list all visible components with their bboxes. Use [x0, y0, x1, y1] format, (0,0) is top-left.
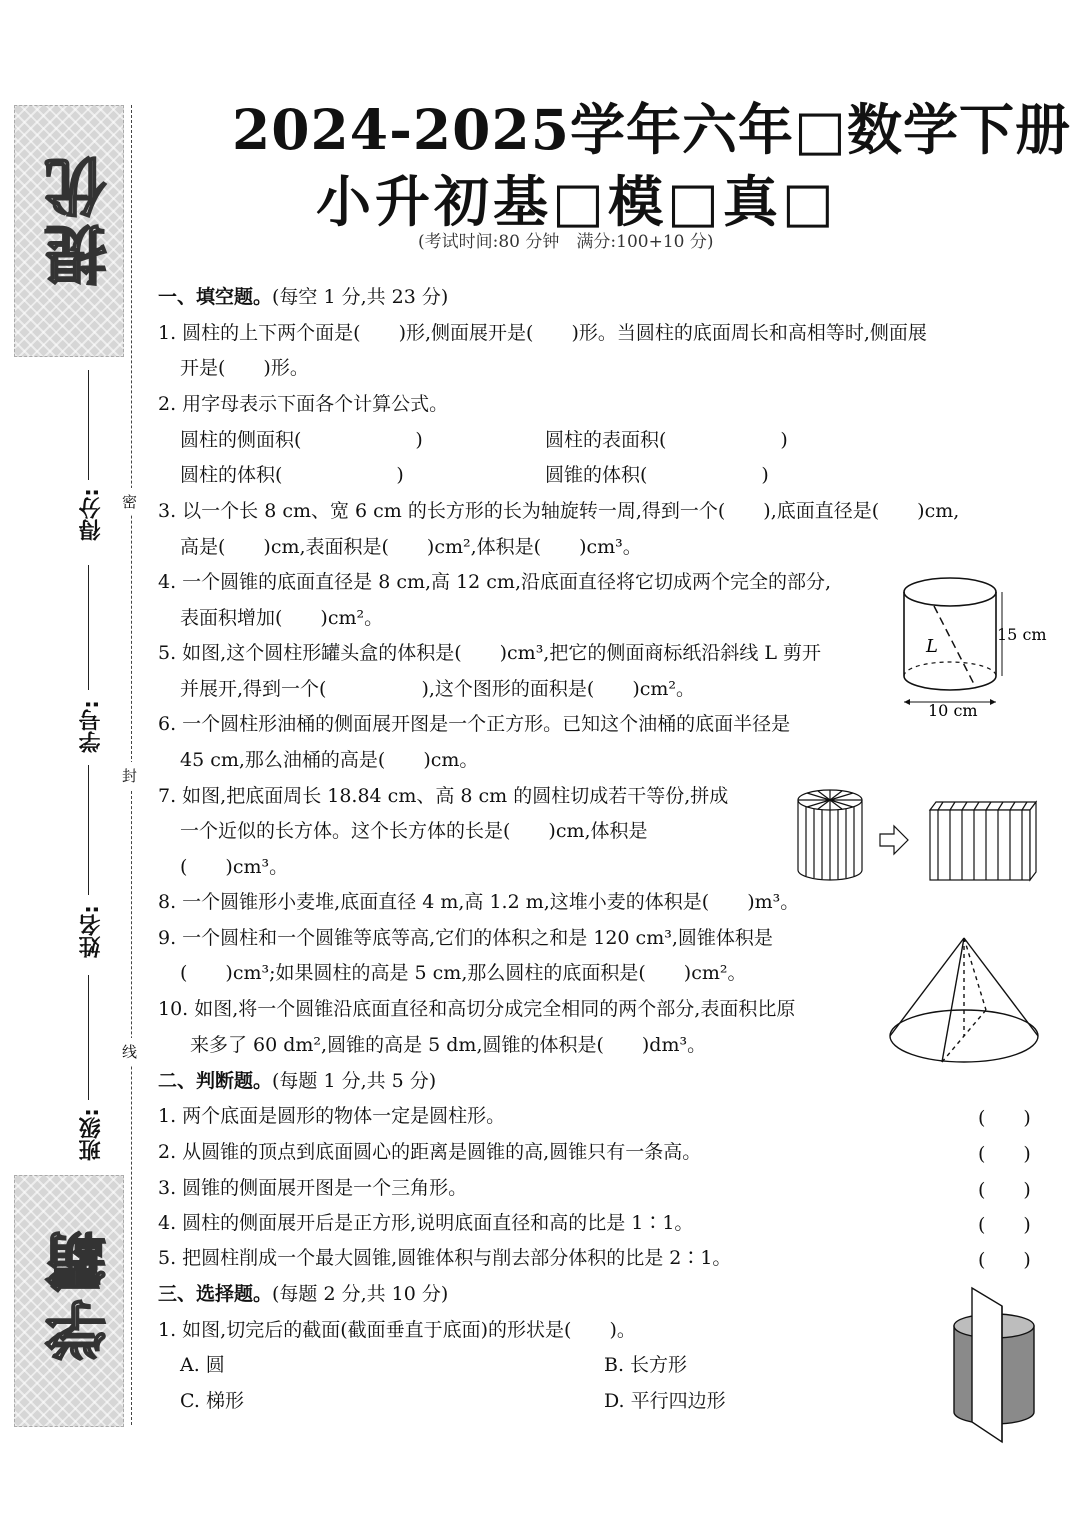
name-field-label: 姓名: [79, 905, 104, 958]
q6-line2: 45 cm,那么油桶的高是( )cm。 [180, 749, 479, 771]
section2-title: 二、判断题。 [158, 1070, 273, 1092]
q4-line1: 4. 一个圆锥的底面直径是 8 cm,高 12 cm,沿底面直径将它切成两个完全的部分, [158, 571, 832, 593]
student-id-field-label: 学号: [79, 700, 104, 753]
option-d[interactable]: D. 平行四边形 [604, 1390, 726, 1412]
q2-formula-cone-volume: 圆锥的体积( ) [545, 464, 769, 486]
q3-line1: 3. 以一个长 8 cm、宽 6 cm 的长方形的长为轴旋转一周,得到一个( ),底面直径是( )cm, [158, 500, 960, 522]
seal-char-xian: 线 [122, 1038, 137, 1065]
judge-item-3: 3. 圆锥的侧面展开图是一个三角形。 [158, 1177, 468, 1199]
option-a[interactable]: A. 圆 [180, 1354, 225, 1376]
judge-answer-1[interactable]: ( ) [978, 1107, 1031, 1129]
score-field-line[interactable] [88, 370, 89, 480]
slant-label: L [926, 636, 938, 657]
q2-formula-cyl-volume: 圆柱的体积( ) [180, 464, 404, 486]
option-b[interactable]: B. 长方形 [604, 1354, 688, 1376]
q7-line1: 7. 如图,把底面周长 18.84 cm、高 8 cm 的圆柱切成若干等份,拼成 [158, 785, 729, 807]
width-label: 10 cm [928, 701, 978, 720]
score-field-label: 得分: [79, 488, 104, 541]
section1-note: (每空 1 分,共 23 分) [272, 286, 449, 308]
top-stamp-text: 提优 [44, 150, 117, 286]
q4-line2: 表面积增加( )cm²。 [180, 607, 384, 629]
height-label: 15 cm [997, 625, 1047, 644]
q3-line2: 高是( )cm,表面积是( )cm²,体积是( )cm³。 [180, 536, 642, 558]
section1-title: 一、填空题。 [158, 286, 273, 308]
q2-formula-lateral: 圆柱的侧面积( ) [180, 429, 423, 451]
cylinder-to-cuboid-figure [796, 782, 1052, 882]
judge-item-4: 4. 圆柱的侧面展开后是正方形,说明底面直径和高的比是 1∶1。 [158, 1212, 694, 1234]
judge-answer-5[interactable]: ( ) [978, 1249, 1031, 1271]
seal-char-feng: 封 [122, 762, 137, 789]
section2-heading [158, 1068, 436, 1094]
judge-answer-2[interactable]: ( ) [978, 1143, 1031, 1165]
q6-line1: 6. 一个圆柱形油桶的侧面展开图是一个正方形。已知这个油桶的底面半径是 [158, 713, 791, 735]
section3-note: (每题 2 分,共 10 分) [272, 1283, 449, 1305]
cut-cylinder-figure [944, 1282, 1044, 1448]
q1-line1: 1. 圆柱的上下两个面是( )形,侧面展开是( )形。当圆柱的底面周长和高相等时,侧面展 [158, 322, 927, 344]
q9-line1: 9. 一个圆柱和一个圆锥等底等高,它们的体积之和是 120 cm³,圆锥体积是 [158, 927, 773, 949]
judge-item-5: 5. 把圆柱削成一个最大圆锥,圆锥体积与削去部分体积的比是 2∶1。 [158, 1247, 732, 1269]
judge-item-1: 1. 两个底面是圆形的物体一定是圆柱形。 [158, 1105, 506, 1127]
q10-line1: 10. 如图,将一个圆锥沿底面直径和高切分成完全相同的两个部分,表面积比原 [158, 998, 796, 1020]
q5-line1: 5. 如图,这个圆柱形罐头盒的体积是( )cm³,把它的侧面商标纸沿斜线 L 剪开 [158, 642, 822, 664]
class-field-line[interactable] [88, 975, 89, 1100]
cone-figure [884, 932, 1044, 1072]
page-subtitle: 小升初基□模□真□ [316, 169, 838, 234]
q10-line2: 来多了 60 dm²,圆锥的高是 5 dm,圆锥的体积是( )dm³。 [190, 1034, 707, 1056]
section1-heading [158, 284, 448, 310]
q9-line2: ( )cm³;如果圆柱的高是 5 cm,那么圆柱的底面积是( )cm²。 [180, 962, 747, 984]
q1-line2: 开是( )形。 [180, 357, 309, 379]
section2-note: (每题 1 分,共 5 分) [272, 1070, 437, 1092]
bottom-stamp-text: 学霸 [44, 1225, 117, 1361]
student-id-field-line[interactable] [88, 565, 89, 690]
class-field-label: 班级: [79, 1108, 104, 1161]
option-c[interactable]: C. 梯形 [180, 1390, 244, 1412]
seal-char-mi: 密 [122, 488, 137, 515]
q5-line2: 并展开,得到一个( ),这个图形的面积是( )cm²。 [180, 678, 696, 700]
cylinder-can-figure [896, 570, 1056, 720]
judge-item-2: 2. 从圆锥的顶点到底面圆心的距离是圆锥的高,圆锥只有一条高。 [158, 1141, 702, 1163]
page-title: 2024-2025学年六年□数学下册 [232, 97, 1071, 162]
judge-answer-3[interactable]: ( ) [978, 1179, 1031, 1201]
q2-line1: 2. 用字母表示下面各个计算公式。 [158, 393, 449, 415]
q7-line2: 一个近似的长方体。这个长方体的长是( )cm,体积是 [180, 820, 648, 842]
section3-title: 三、选择题。 [158, 1283, 273, 1305]
exam-info: (考试时间:80 分钟 满分:100+10 分) [418, 232, 714, 252]
name-field-line[interactable] [88, 765, 89, 895]
q8-line1: 8. 一个圆锥形小麦堆,底面直径 4 m,高 1.2 m,这堆小麦的体积是( )m³。 [158, 891, 800, 913]
q2-formula-surface: 圆柱的表面积( ) [545, 429, 788, 451]
q7-line3: ( )cm³。 [180, 856, 289, 878]
judge-answer-4[interactable]: ( ) [978, 1214, 1031, 1236]
choice-question-1: 1. 如图,切完后的截面(截面垂直于底面)的形状是( )。 [158, 1319, 636, 1341]
section3-heading [158, 1281, 448, 1307]
